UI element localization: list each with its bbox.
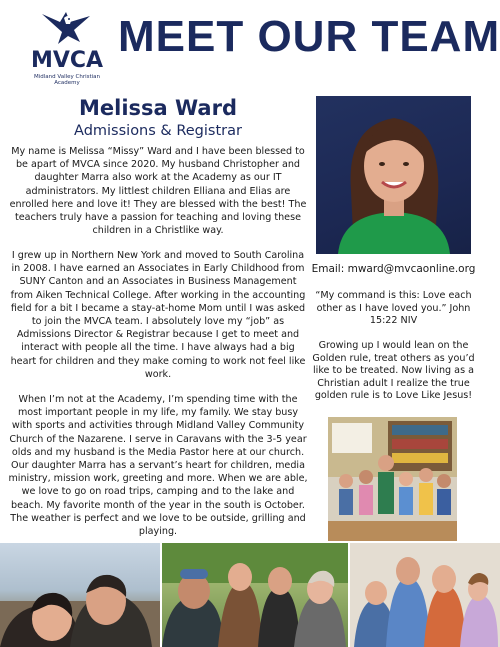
beach-family-photo: [0, 543, 160, 647]
bio-paragraph-3: When I’m not at the Academy, I’m spending time with the most important people in my life, my family. We stay busy with sports and activities through Midland Valley Community Church of the Nazarene. I serve in Caravans with the 3-5 year olds and my husband is the Media Pastor here at our church. Our daughter Marra has a servant’s heart for children, media ministry, mission work, greeting and more. When we are able, we love to go on road trips, camping and to the lake and beach. My favorite month of the year in the south is October. The weather is perfect and we love to be outside, grilling and playing.: [8, 394, 308, 538]
email-address: Email: mward@mvcaonline.org: [311, 263, 476, 275]
classroom-photo: [328, 417, 457, 541]
portrait-photo: [316, 96, 471, 254]
golden-rule-text: Growing up I would lean on the Golden rule, treat others as you’d like to be treated. Now living as a Christian adult I realize the true golden rule is to Love Like Jesus!: [312, 340, 475, 401]
family-portrait-photo: [350, 543, 500, 647]
bio-paragraph-2: I grew up in Northern New York and moved to South Carolina in 2008. I have earned an Associates in Early Childhood from SUNY Canton and an Associates in Business Management from Aiken Technical College. After working in the accounting field for a bit I became a stay-at-home Mom until I was asked to join the MVCA team. I absolutely love my “job” as Admissions Director & Registrar because I get to meet and interact with people all the time. I have always had a big heart for children and they make coming to work not feel like work.: [10, 250, 306, 380]
school-logo: [22, 8, 112, 86]
scripture-quote: “My command is this: Love each other as I have loved you.” John 15:22 NIV: [315, 290, 472, 326]
eagle-icon: [40, 8, 94, 48]
bio-paragraph-1: My name is Melissa “Missy” Ward and I have been blessed to be apart of MVCA since 2020. My husband Christopher and daughter Marra also work at the Academy as our IT administrators. My littlest children Elliana and Elias are enrolled here and love it! They are blessed with the best! The teachers truly have a passion for teaching and loving these children in a Christlike way.: [9, 146, 307, 237]
logo-subtitle: Midland Valley Christian Academy: [33, 74, 101, 86]
staff-name: Melissa Ward: [79, 96, 237, 120]
logo-text: MVCA: [30, 48, 104, 73]
staff-role: Admissions & Registrar: [74, 123, 242, 139]
page-title: MEET OUR TEAM: [118, 12, 500, 61]
family-group-photo: [162, 543, 348, 647]
